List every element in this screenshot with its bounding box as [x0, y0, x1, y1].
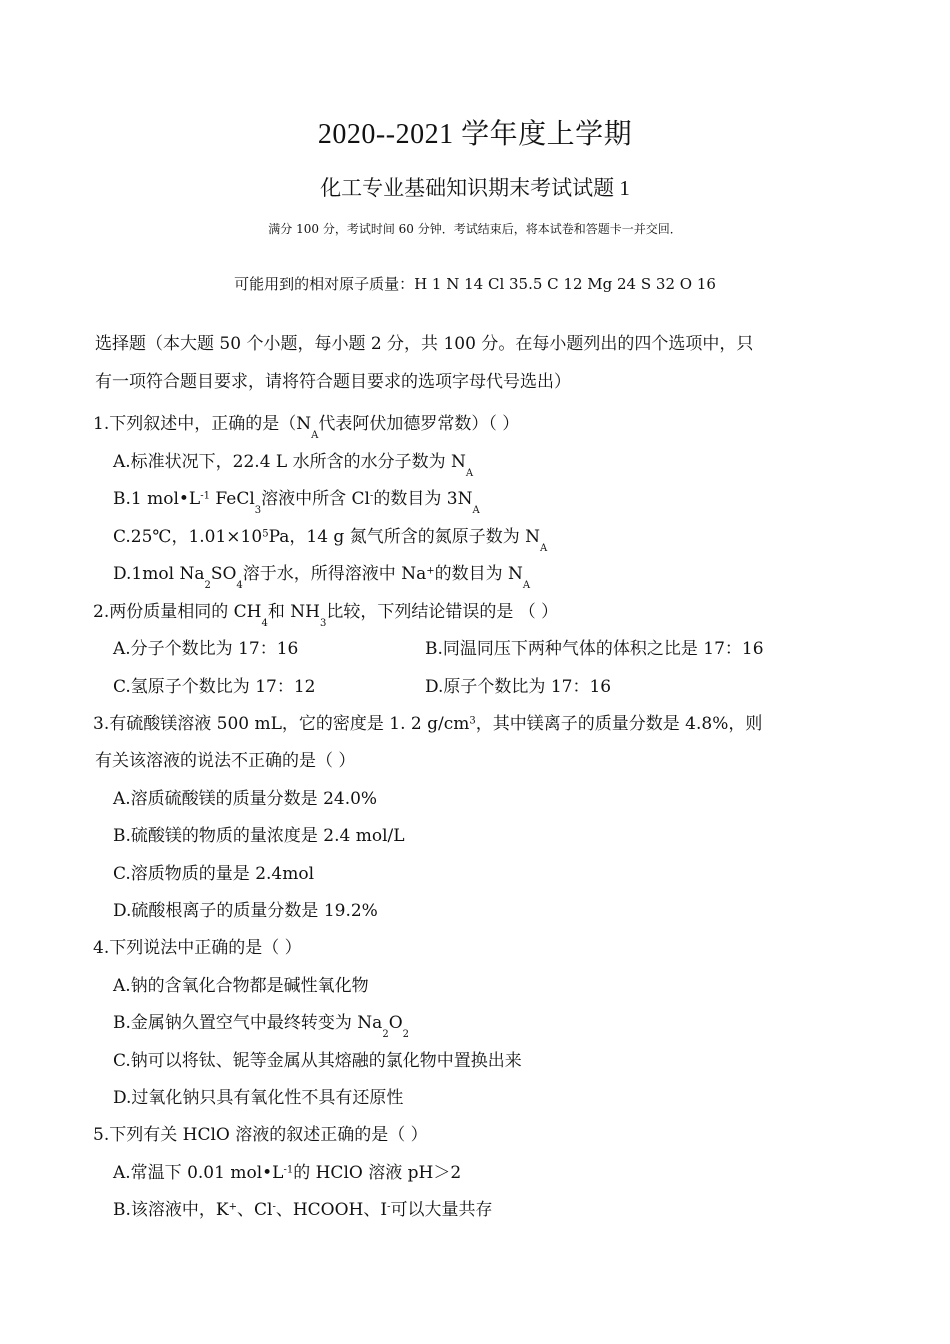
question-3-option-c: C.溶质物质的量是 2.4mol: [113, 864, 315, 884]
question-2-option-b: B.同温同压下两种气体的体积之比是 17：16: [425, 639, 764, 659]
question-5-option-b: B.该溶液中，K+、Cl-、HCOOH、I-可以大量共存: [113, 1200, 493, 1220]
question-3-stem-line1: 3.有硫酸镁溶液 500 mL，它的密度是 1. 2 $g/cm^3$，其中镁离子的质量分数是 4.8%，则: [93, 714, 763, 734]
question-4-option-b: B.金属钠久置空气中最终转变为 $Na_2O_2$: [113, 1013, 409, 1040]
question-5-stem: 5.下列有关 HClO 溶液的叙述正确的是（ ）: [93, 1125, 428, 1145]
question-3-option-a: A.溶质硫酸镁的质量分数是 24.0%: [113, 789, 378, 809]
section-intro-line1: 选择题（本大题 50 个小题，每小题 2 分，共 100 分。在每小题列出的四个选项中，只: [95, 334, 754, 354]
question-5-option-a: A.常温下 0.01 $mol•L^{-1}$的 HClO 溶液 pH＞2: [113, 1163, 462, 1183]
section-intro-line2: 有一项符合题目要求，请将符合题目要求的选项字母代号选出）: [95, 372, 571, 392]
question-3-stem-line2: 有关该溶液的说法不正确的是（ ）: [95, 751, 356, 771]
question-1-option-c: C.25℃，$1.01\times 10^5Pa$，14 g 氮气所含的氮原子数为 $N_A$: [113, 527, 548, 554]
exam-subtitle: 化工专业基础知识期末考试试题 1: [320, 176, 630, 200]
question-2-option-c: C.氢原子个数比为 17：12: [113, 677, 316, 697]
question-1-option-a: A.标准状况下，22.4 L 水所含的水分子数为 $N_A$: [113, 452, 474, 479]
question-4-option-a: A.钠的含氧化合物都是碱性氧化物: [113, 976, 369, 996]
question-4-option-d: D.过氧化钠只具有氧化性不具有还原性: [113, 1088, 404, 1108]
question-4-option-c: C.钠可以将钛、铌等金属从其熔融的氯化物中置换出来: [113, 1051, 522, 1071]
question-2-option-d: D.原子个数比为 17：16: [425, 677, 612, 697]
exam-title: 2020--2021 学年度上学期: [317, 119, 633, 150]
question-4-stem: 4.下列说法中正确的是（ ）: [93, 938, 302, 958]
question-1-stem: 1.下列叙述中，正确的是（$N_A$代表阿伏加德罗常数）（ ）: [93, 414, 520, 441]
question-1-option-d: D.1mol $Na_2SO_4$溶于水，所得溶液中 Na+的数目为 $N_A$: [113, 564, 531, 591]
question-1-option-b: B.1 $mol•L^{-1}$ FeCl$_3$溶液中所含 Cl-的数目为 $3N_A$: [113, 489, 480, 516]
exam-note: 满分 100 分，考试时间 60 分钟．考试结束后，将本试卷和答题卡一并交回．: [268, 222, 682, 236]
question-3-option-b: B.硫酸镁的物质的量浓度是 2.4 mol/L: [113, 826, 405, 846]
question-2-option-a: A.分子个数比为 17：16: [113, 639, 299, 659]
atomic-masses: 可能用到的相对原子质量：H 1 N 14 Cl 35.5 C 12 Mg 24 S 32 O 16: [234, 275, 716, 293]
question-3-option-d: D.硫酸根离子的质量分数是 19.2%: [113, 901, 378, 921]
question-2-stem: 2.两份质量相同的 $CH_4$和 $NH_3$比较，下列结论错误的是 （ ）: [93, 602, 559, 629]
